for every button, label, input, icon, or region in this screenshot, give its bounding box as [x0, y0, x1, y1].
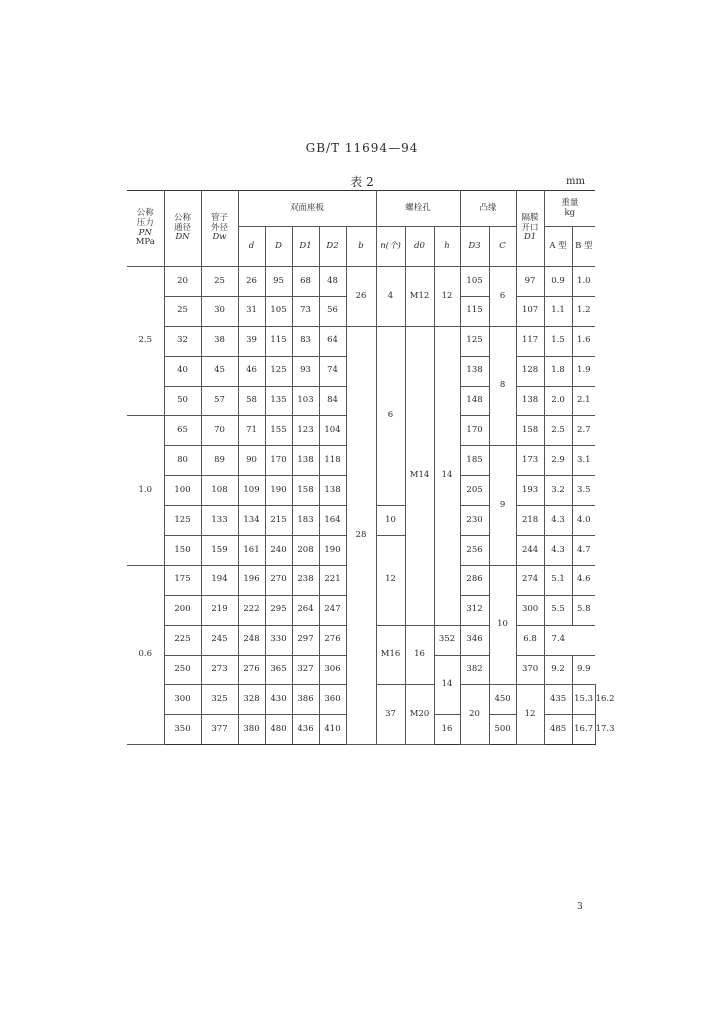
- h-cell: 20: [460, 685, 489, 745]
- table-row: 40 45 46 125 93 74 138 128 1.8 1.9: [127, 356, 595, 386]
- header-weight-group: 重量 kg: [544, 191, 595, 227]
- standard-header: GB/T 11694—94: [305, 141, 419, 155]
- header-flange-group: 双面座板: [238, 191, 376, 227]
- n-cell: 10: [376, 506, 405, 536]
- pn-cell: 0.6: [127, 565, 164, 744]
- b-cell: 37: [376, 685, 405, 745]
- table-row: 1.0 65 70 71 155 123 104 170 158 2.5 2.7: [127, 416, 595, 446]
- header-bolt-group: 螺栓孔: [376, 191, 460, 227]
- header-d0: d0: [405, 227, 434, 267]
- header-D3: D3: [460, 227, 489, 267]
- header-C: C: [489, 227, 516, 267]
- n-cell: 12: [376, 536, 405, 626]
- d0-cell: M12: [405, 267, 434, 327]
- pn-cell: 1.0: [127, 416, 164, 565]
- header-D2: D2: [319, 227, 346, 267]
- header-h: h: [434, 227, 460, 267]
- table-row: 100 108 109 190 158 138 205 193 3.2 3.5: [127, 476, 595, 506]
- d0-cell: M14: [405, 326, 434, 625]
- header-type-b: B 型: [572, 227, 595, 267]
- n-cell: 14: [434, 655, 460, 715]
- b-cell: 28: [346, 326, 376, 744]
- specification-table: [127, 190, 615, 745]
- d0-cell: M20: [405, 685, 434, 745]
- page-number: 3: [577, 902, 583, 912]
- table-row: 32 38 39 115 83 64 28 6 M14 14 125 8 117 1.5 1.6: [127, 326, 595, 356]
- header-diaphragm: 隔膜 开口 D1: [516, 191, 544, 267]
- h-cell: 12: [434, 267, 460, 327]
- header-pn: 公称 压力 PN MPa: [127, 191, 164, 267]
- table-row: 2.5 20 25 26 95 68 48 26 4 M12 12 105 6 97 0.9 1.0: [127, 267, 595, 297]
- table-row: 50 57 58 135 103 84 148 138 2.0 2.1: [127, 386, 595, 416]
- h-cell: 16: [405, 625, 434, 685]
- table-row: 200 219 222 295 264 247 312 300 5.5 5.8: [127, 595, 595, 625]
- n-cell: 16: [434, 715, 460, 745]
- header-dw: 管子 外径 Dw: [201, 191, 238, 267]
- header-dn: 公称 通径 DN: [164, 191, 201, 267]
- header-n: n(个): [376, 227, 405, 267]
- c-cell: 9: [489, 446, 516, 566]
- table-row: 80 89 90 170 138 118 185 9 173 2.9 3.1: [127, 446, 595, 476]
- pn-cell: 2.5: [127, 267, 164, 416]
- unit-label: mm: [566, 176, 585, 187]
- n-cell: 6: [376, 326, 405, 505]
- table-caption: 表 2: [350, 175, 374, 189]
- header-D1: D1: [292, 227, 319, 267]
- n-cell: 4: [376, 267, 405, 327]
- c-cell: 6: [489, 267, 516, 327]
- h-cell: 14: [434, 326, 460, 625]
- c-cell: 8: [489, 326, 516, 446]
- table-row: 225 245 248 330 297 276 M16 16 352 346 6.8 7.4: [127, 625, 595, 655]
- header-type-a: A 型: [544, 227, 572, 267]
- b-cell: 26: [346, 267, 376, 327]
- table-row: 25 30 31 105 73 56 115 107 1.1 1.2: [127, 296, 595, 326]
- header-d: d: [238, 227, 265, 267]
- header-boss-group: 凸缘: [460, 191, 516, 227]
- c-cell: 12: [516, 685, 544, 745]
- header-b: b: [346, 227, 376, 267]
- header-D: D: [265, 227, 292, 267]
- table-row: 125 133 134 215 183 164 10 230 218 4.3 4.0: [127, 506, 595, 536]
- table-row: 250 273 276 365 327 306 14 382 370 9.2 9.9: [127, 655, 595, 685]
- d0-cell: M16: [376, 625, 405, 685]
- table-row: 350 377 380 480 436 410 16 500 485 16.7 17.3: [127, 715, 595, 745]
- table-row: 300 325 328 430 386 360 37 M20 20 450 12 435 15.3 16.2: [127, 685, 595, 715]
- table-row: 150 159 161 240 208 190 12 256 244 4.3 4.7: [127, 536, 595, 566]
- table-row: 0.6 175 194 196 270 238 221 286 10 274 5.1 4.6: [127, 565, 595, 595]
- c-cell: 10: [489, 565, 516, 685]
